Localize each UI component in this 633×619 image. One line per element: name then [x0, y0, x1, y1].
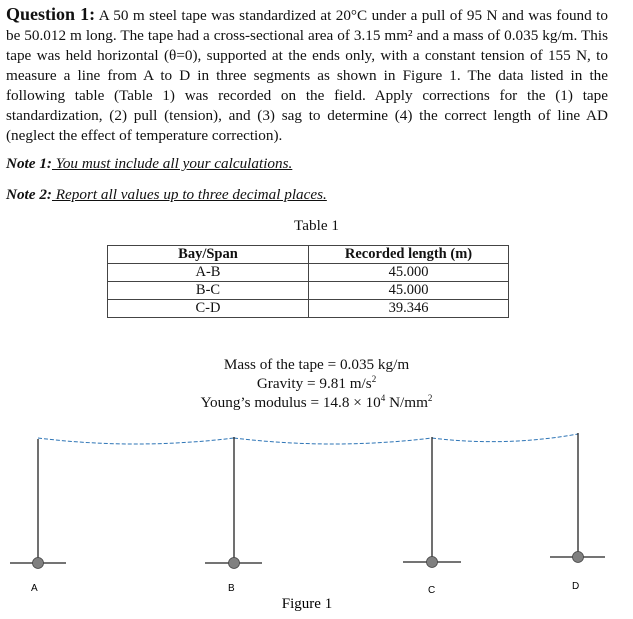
cell-length: 45.000 [309, 282, 509, 300]
data-table [107, 245, 509, 318]
question-heading: Question 1: [6, 4, 96, 24]
figure-1-diagram [0, 425, 633, 619]
modulus-line [0, 393, 633, 412]
cell-length: 45.000 [309, 264, 509, 282]
modulus-text: Young’s modulus = 14.8 × 10 [200, 394, 381, 411]
point-b-marker [229, 558, 240, 569]
table-row [108, 300, 509, 318]
note-2-text: Report all values up to three decimal places. [51, 186, 327, 203]
post-b [205, 437, 262, 563]
table-caption: Table 1 [294, 217, 339, 234]
label-c: C [428, 585, 436, 596]
note-1 [6, 155, 292, 173]
cell-length: 39.346 [309, 300, 509, 318]
tape-span-a-b [38, 438, 234, 444]
table-header-row [108, 246, 509, 264]
header-bay-span: Bay/Span [108, 246, 309, 264]
post-c [403, 437, 461, 562]
figure-caption: Figure 1 [281, 596, 333, 612]
modulus-unit: N/mm [385, 394, 428, 411]
constants-block [0, 355, 633, 412]
point-a-marker [33, 558, 44, 569]
label-a: A [31, 583, 38, 594]
mass-line: Mass of the tape = 0.035 kg/m [223, 356, 410, 373]
note-1-label: Note 1: [6, 155, 52, 172]
point-d-marker [573, 552, 584, 563]
post-a [10, 439, 66, 563]
cell-span: B-C [108, 282, 309, 300]
table-row [108, 282, 509, 300]
gravity-exponent: 2 [371, 374, 377, 384]
note-1-text: You must include all your calculations. [51, 155, 293, 172]
cell-span: C-D [108, 300, 309, 318]
header-recorded-length: Recorded length (m) [309, 246, 509, 264]
label-b: B [228, 583, 235, 594]
point-c-marker [427, 557, 438, 568]
gravity-text: Gravity = 9.81 m/s [256, 375, 372, 392]
modulus-unit-exponent: 2 [427, 393, 433, 403]
cell-span: A-B [108, 264, 309, 282]
post-d [550, 433, 605, 557]
tape-span-c-d [432, 434, 578, 442]
gravity-line [0, 374, 633, 393]
table-row [108, 264, 509, 282]
note-2-label: Note 2: [6, 186, 52, 203]
modulus-exponent: 4 [380, 393, 386, 403]
note-2 [6, 186, 327, 204]
question-body: A 50 m steel tape was standardized at 20°C under a pull of 95 N and was found to be 50.012 m long. The tape had a cross-sectional area of 3.15 mm² and a mass of 0.035 kg/m. This tape was held horizontal (θ=0), supported at the ends only, with a constant tension of 155 N, to measure a line from A to D in three segments as shown in Figure 1. The data listed in the following table (Table 1) was recorded on the field. Apply corrections for the (1) tape standardization, (2) pull (tension), and (3) sag to determine (4) the correct length of line AD (neglect the effect of temperature correction). [6, 7, 608, 144]
tape-span-b-c [234, 438, 432, 444]
label-d: D [572, 581, 580, 592]
question-paragraph [6, 4, 608, 146]
